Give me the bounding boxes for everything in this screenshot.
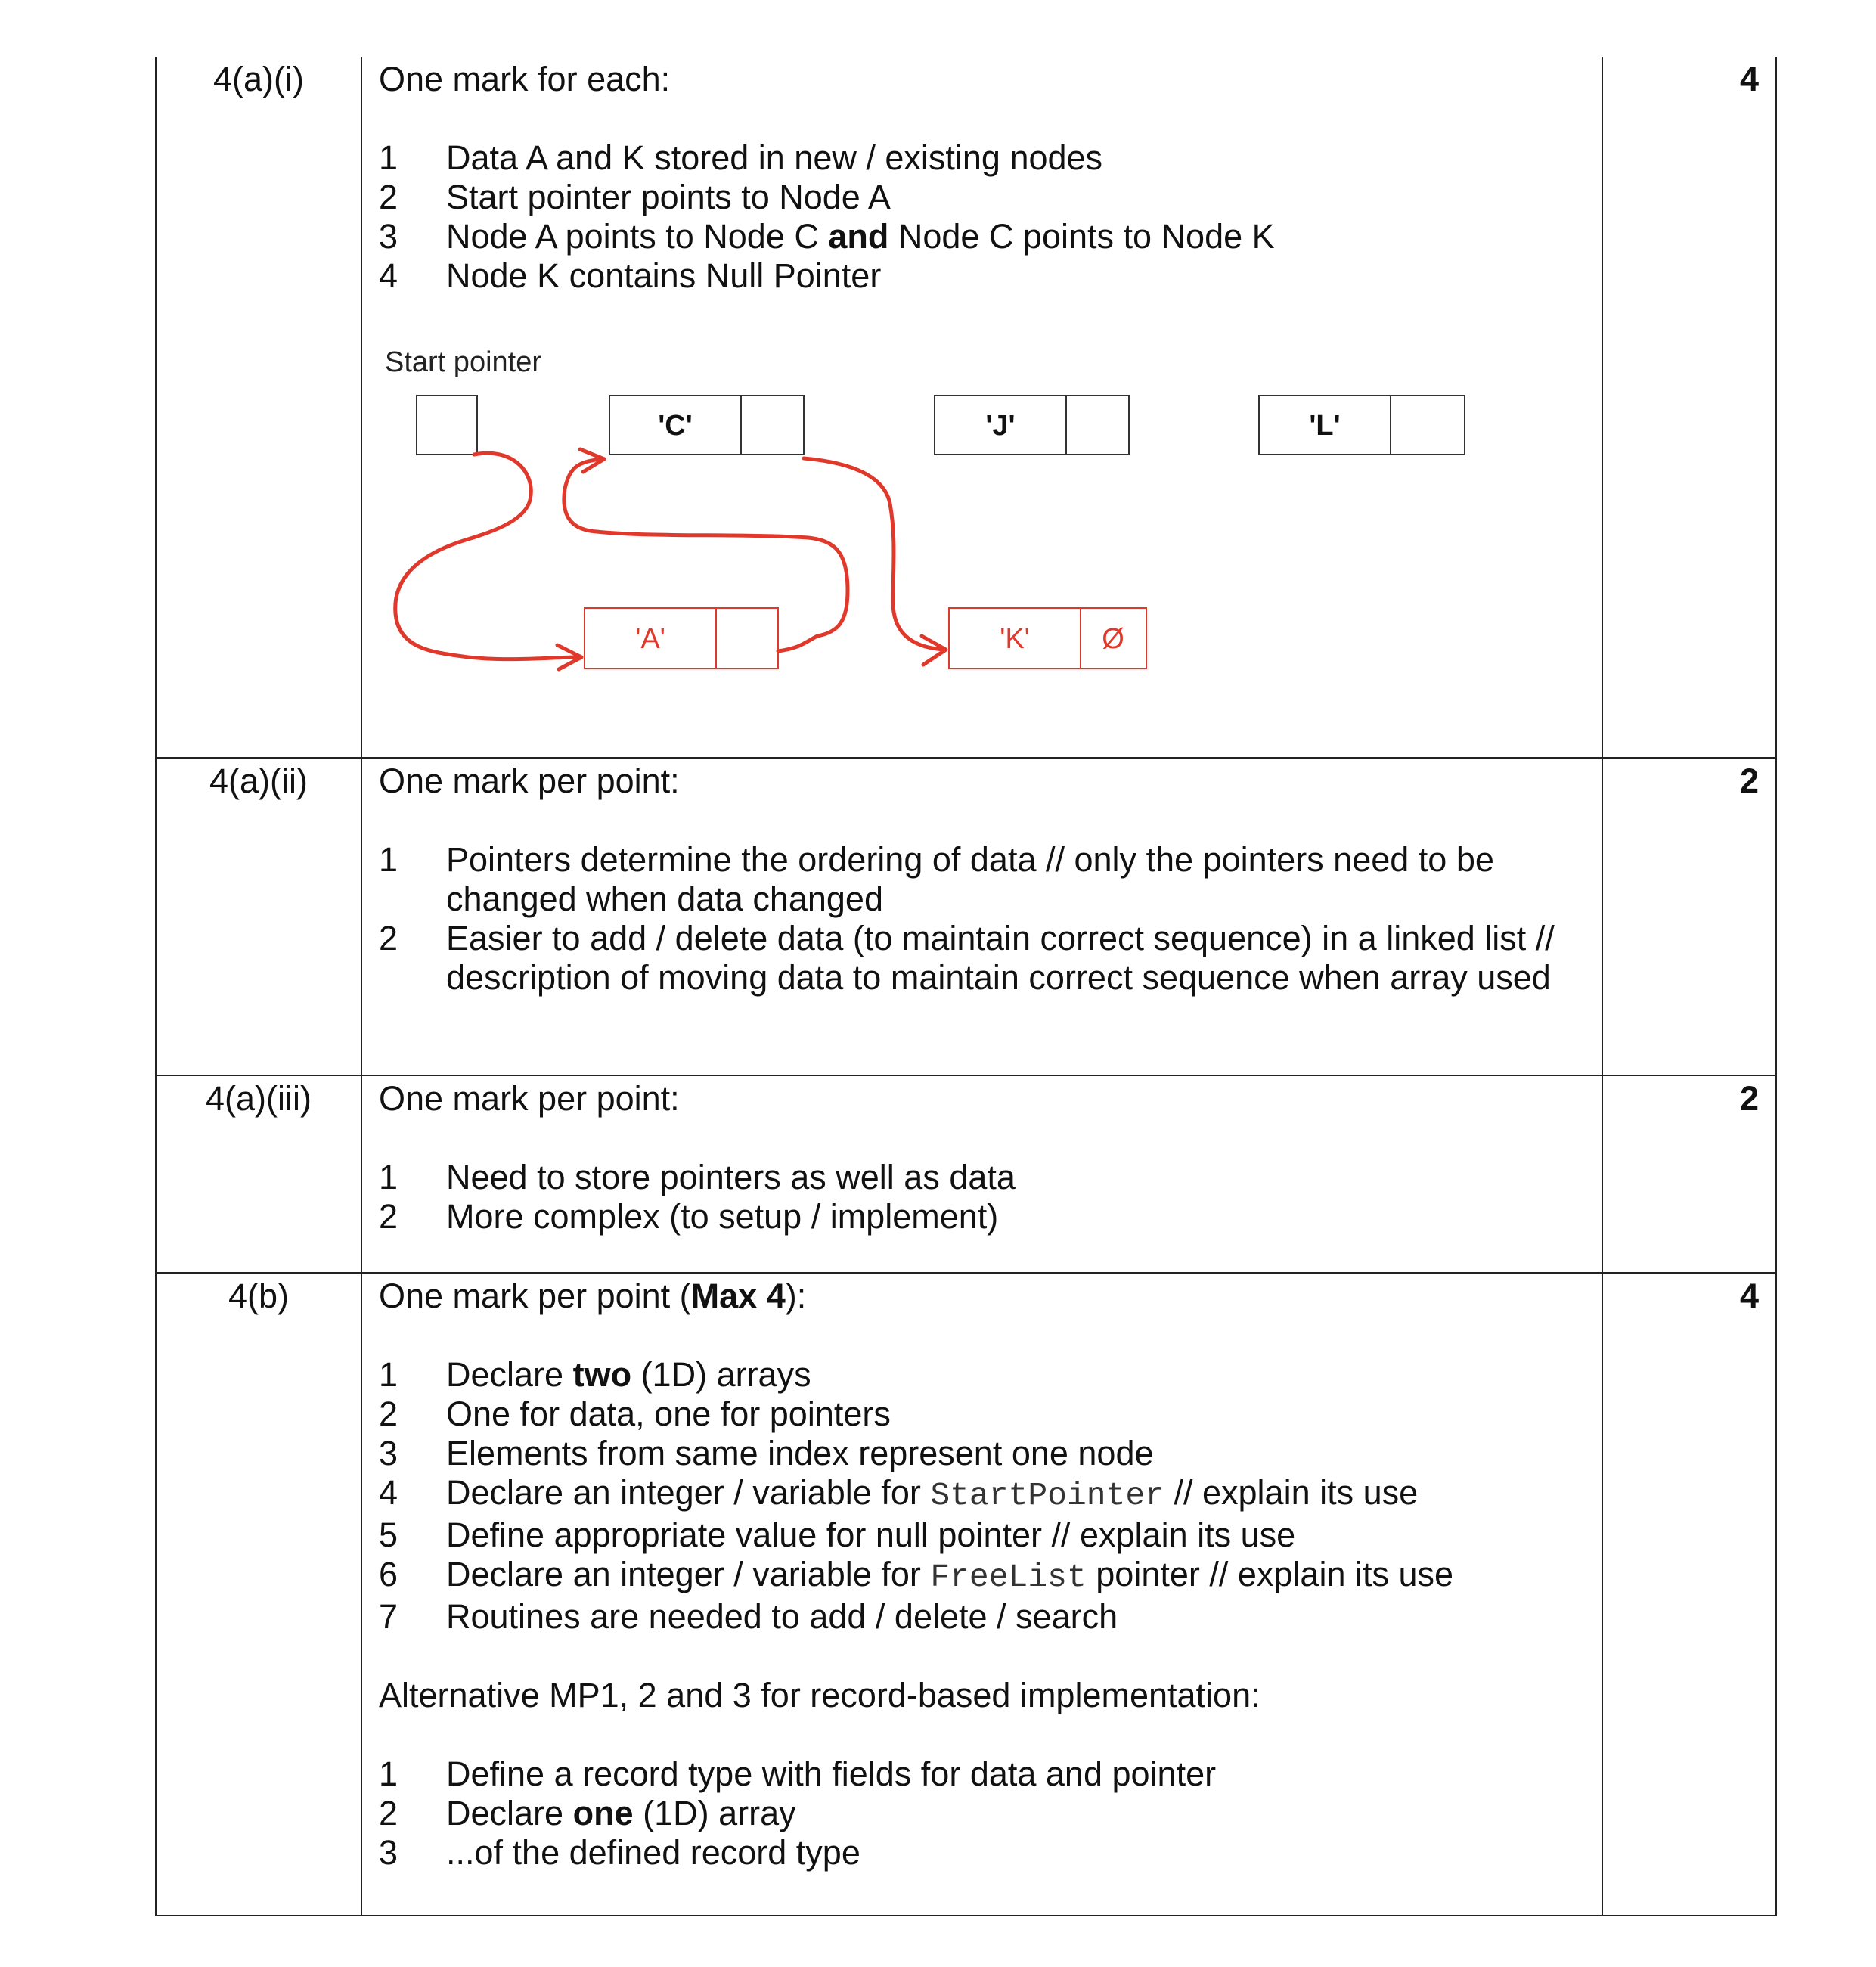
- mark-row-4ai: [156, 57, 1776, 758]
- mark-point-text: Elements from same index represent one node: [446, 1434, 1154, 1472]
- answer-intro: [379, 1277, 1586, 1316]
- mark-point-number: 2: [379, 1794, 398, 1832]
- answer-cell: [361, 1273, 1602, 1916]
- answer-cell: [361, 758, 1602, 1075]
- mark-point-number: 3: [379, 1434, 398, 1472]
- mark-point-text: Define appropriate value for null pointer // explain its use: [446, 1516, 1296, 1554]
- mark-point-text: More complex (to setup / implement): [446, 1197, 999, 1236]
- question-number: 4(a)(ii): [156, 758, 361, 1075]
- mark-point-number: 6: [379, 1555, 398, 1593]
- marks-cell: 2: [1602, 1075, 1776, 1273]
- mark-point-text: Need to store pointers as well as data: [446, 1158, 1016, 1196]
- text-fragment: Declare an integer / variable for: [446, 1473, 931, 1512]
- linked-list-diagram: [385, 349, 1519, 681]
- mark-point: [379, 1355, 1586, 1395]
- mark-point-number: 3: [379, 1833, 398, 1872]
- alt-mark-point: [379, 1754, 1586, 1794]
- mark-point-number: 2: [379, 919, 398, 957]
- bold-keyword: one: [572, 1794, 634, 1832]
- mark-point-text: Routines are needed to add / delete / search: [446, 1597, 1118, 1636]
- mark-point-text: Define a record type with fields for data and pointer: [446, 1754, 1217, 1793]
- arrow-a-to-c: [564, 459, 848, 651]
- mark-point-number: 1: [379, 138, 398, 177]
- node-data: 'A': [635, 623, 665, 655]
- question-number: 4(a)(i): [156, 57, 361, 758]
- mark-point-number: 1: [379, 840, 398, 879]
- node-data: 'C': [658, 410, 693, 442]
- mark-point: [379, 138, 1586, 178]
- text-fragment: Declare an integer / variable for: [446, 1555, 931, 1593]
- bold-keyword: and: [828, 217, 889, 256]
- mark-point-text: Node K contains Null Pointer: [446, 256, 882, 295]
- node-k: [949, 608, 1146, 669]
- start-pointer-box: [417, 396, 477, 455]
- mark-point: [379, 1158, 1586, 1197]
- text-fragment: (1D) array: [633, 1794, 796, 1832]
- mark-point: [379, 178, 1586, 217]
- pointer-arrows: [395, 449, 946, 669]
- mark-point-number: 7: [379, 1597, 398, 1636]
- mark-point: [379, 217, 1586, 256]
- mark-row-4aiii: [156, 1075, 1776, 1273]
- mark-point: [379, 1555, 1586, 1597]
- mark-point-number: 1: [379, 1355, 398, 1394]
- mark-point: [379, 1197, 1586, 1236]
- mark-point-number: 1: [379, 1158, 398, 1196]
- mark-point-text: Start pointer points to Node A: [446, 178, 891, 216]
- marks-cell: 4: [1602, 1273, 1776, 1916]
- node-l: [1259, 396, 1465, 455]
- mark-point-text: [446, 1473, 1586, 1516]
- mark-row-4b: [156, 1273, 1776, 1916]
- question-number: 4(b): [156, 1273, 361, 1916]
- mark-point-number: 4: [379, 1473, 398, 1512]
- mark-point: [379, 256, 1586, 296]
- node-a: [585, 608, 778, 669]
- mark-point-text: Pointers determine the ordering of data // only the pointers need to be changed when data changed: [446, 840, 1494, 918]
- text-fragment: Node A points to Node C: [446, 217, 829, 256]
- arrow-start-to-a: [395, 453, 580, 659]
- mark-point-text: [446, 217, 1586, 256]
- text-fragment: Declare: [446, 1794, 573, 1832]
- mark-point-number: 3: [379, 217, 398, 256]
- node-c: [609, 396, 804, 455]
- mark-point-text: Easier to add / delete data (to maintain correct sequence) in a linked list // description of moving data to maintain correct sequence when array used: [446, 919, 1555, 997]
- answer-cell: [361, 57, 1602, 758]
- answer-intro: One mark for each:: [379, 60, 671, 98]
- mark-point-number: 4: [379, 256, 398, 295]
- text-fragment: // explain its use: [1164, 1473, 1419, 1512]
- mark-point-number: 2: [379, 178, 398, 216]
- text-fragment: (1D) arrays: [631, 1355, 811, 1394]
- answer-intro: One mark per point:: [379, 1079, 680, 1118]
- mark-point: [379, 840, 1586, 919]
- mark-point-text: ...of the defined record type: [446, 1833, 860, 1872]
- marks-cell: 2: [1602, 758, 1776, 1075]
- text-fragment: pointer // explain its use: [1086, 1555, 1454, 1593]
- marks-cell: 4: [1602, 57, 1776, 758]
- code-identifier: FreeList: [930, 1559, 1087, 1596]
- text-fragment: Declare: [446, 1355, 573, 1394]
- mark-point: [379, 919, 1586, 997]
- mark-point-number: 2: [379, 1395, 398, 1433]
- text-fragment: Node C points to Node K: [888, 217, 1275, 256]
- mark-point: [379, 1395, 1586, 1434]
- mark-row-4aii: [156, 758, 1776, 1075]
- mark-scheme-table: [155, 57, 1777, 1916]
- mark-point: [379, 1473, 1586, 1516]
- text-fragment: One mark per point (: [379, 1277, 691, 1315]
- text-fragment: ):: [785, 1277, 807, 1315]
- mark-point-text: [446, 1794, 1586, 1833]
- mark-point-text: [446, 1555, 1586, 1597]
- question-number: 4(a)(iii): [156, 1075, 361, 1273]
- code-identifier: StartPointer: [930, 1477, 1164, 1514]
- node-data: 'L': [1309, 410, 1341, 442]
- mark-point: [379, 1516, 1586, 1555]
- mark-point-number: 5: [379, 1516, 398, 1554]
- mark-point-text: One for data, one for pointers: [446, 1395, 891, 1433]
- node-data: 'J': [985, 410, 1016, 442]
- node-j: [935, 396, 1129, 455]
- bold-keyword: Max 4: [690, 1277, 786, 1315]
- mark-point: [379, 1434, 1586, 1473]
- answer-cell: [361, 1075, 1602, 1273]
- alternative-intro: Alternative MP1, 2 and 3 for record-based implementation:: [379, 1676, 1260, 1714]
- answer-intro: One mark per point:: [379, 762, 680, 800]
- null-pointer-symbol: Ø: [1102, 623, 1124, 655]
- mark-point-text: Data A and K stored in new / existing nodes: [446, 138, 1103, 177]
- bold-keyword: two: [572, 1355, 632, 1394]
- alt-mark-point: [379, 1794, 1586, 1833]
- mark-point-text: [446, 1355, 1586, 1395]
- start-pointer-label: Start pointer: [385, 349, 541, 378]
- mark-point-number: 1: [379, 1754, 398, 1793]
- mark-point-number: 2: [379, 1197, 398, 1236]
- mark-point: [379, 1597, 1586, 1637]
- alt-mark-point: [379, 1833, 1586, 1872]
- node-data: 'K': [1000, 623, 1030, 655]
- arrow-c-to-k: [804, 458, 944, 650]
